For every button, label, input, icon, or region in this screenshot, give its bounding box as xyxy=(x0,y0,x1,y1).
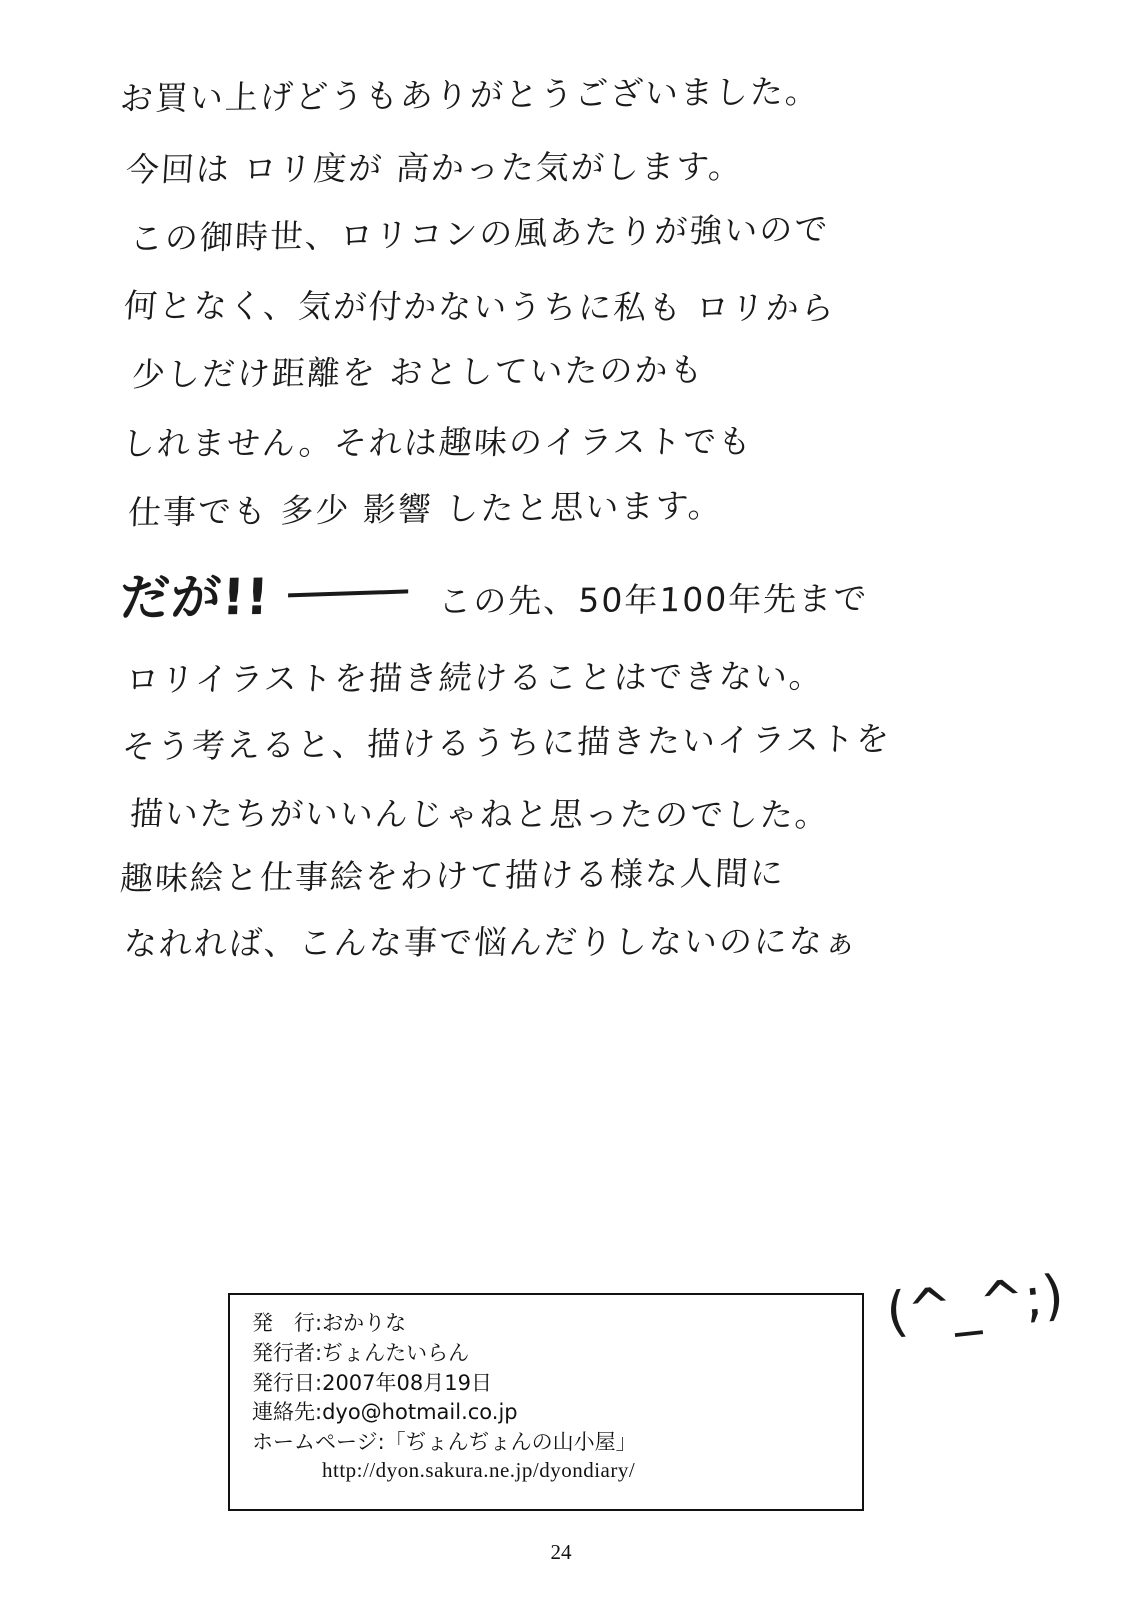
colophon-row xyxy=(252,1309,862,1339)
afterword-line: 趣味絵と仕事絵をわけて描ける様な人間に xyxy=(119,853,786,899)
afterword-line: そう考えると、描けるうちに描きたいイラストを xyxy=(121,718,892,767)
afterword-emphasis-line xyxy=(118,567,1021,628)
colophon-row xyxy=(252,1339,862,1369)
colophon-row xyxy=(252,1398,862,1428)
colophon-label: ホームページ: xyxy=(252,1430,385,1455)
afterword-line: なれれば、こんな事で悩んだりしないのになぁ xyxy=(122,921,861,964)
afterword-line: しれません。それは趣味のイラストでも xyxy=(120,421,755,464)
afterword-line: ロリイラストを描き続けることはできない。 xyxy=(124,656,826,700)
colophon-label: 連絡先: xyxy=(252,1400,323,1425)
colophon-row xyxy=(252,1428,862,1458)
colophon-website-url: http://dyon.sakura.ne.jp/dyondiary/ xyxy=(322,1458,636,1483)
afterword-line-continuation: この先、50年100年先まで xyxy=(437,578,870,621)
colophon-email: dyo@hotmail.co.jp xyxy=(322,1400,518,1425)
handwritten-afterword xyxy=(118,60,1020,964)
colophon-row xyxy=(252,1369,862,1399)
afterword-line: 描いたちがいいんじゃねと思ったのでした。 xyxy=(128,794,832,835)
afterword-line: 仕事でも 多少 影響 したと思います。 xyxy=(127,485,724,533)
afterword-line: お買い上げどうもありがとうございました。 xyxy=(119,71,821,119)
colophon-value: 2007年08月19日 xyxy=(322,1370,492,1395)
colophon-label: 発 行: xyxy=(252,1311,323,1335)
colophon-label: 発行日: xyxy=(252,1370,323,1395)
colophon-label: 発行者: xyxy=(252,1340,323,1365)
colophon-box xyxy=(228,1293,864,1511)
handwritten-emoticon: (^_^;) xyxy=(883,1262,1067,1345)
colophon-value: ぢょんたいらん xyxy=(322,1340,470,1365)
colophon-value: 「ぢょんぢょんの山小屋」 xyxy=(384,1430,637,1455)
afterword-line: この御時世、ロリコンの風あたりが強いので xyxy=(129,209,831,259)
page-number: 24 xyxy=(550,1540,572,1564)
hand-drawn-dash xyxy=(288,589,408,597)
colophon-value: おかりな xyxy=(322,1311,407,1335)
afterword-line: 少しだけ距離を おとしていたのかも xyxy=(131,349,706,395)
afterword-line: 何となく、気が付かないうちに私も ロリから xyxy=(122,286,838,328)
afterword-line: 今回は ロリ度が 高かった気がします。 xyxy=(124,146,745,190)
afterword-emphasis-text: だが!! xyxy=(118,567,271,628)
